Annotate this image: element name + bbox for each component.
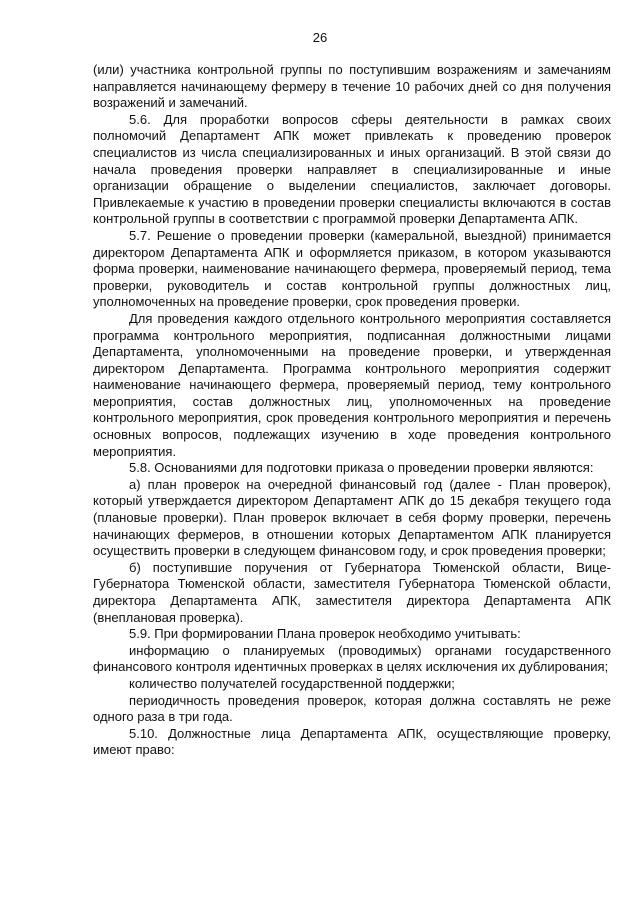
paragraph: 5.10. Должностные лица Департамента АПК, осуществляющие проверку, имеют право:: [93, 725, 611, 758]
document-body: [93, 62, 611, 759]
paragraph: периодичность проведения проверок, которая должна составлять не реже одного раза в три года.: [93, 692, 611, 725]
paragraph: 5.7. Решение о проведении проверки (камеральной, выездной) принимается директором Департамента АПК и оформляется приказом, в котором указываются форма проверки, наименование начинающего фермера, проверяемый период, тема проверки, руководитель и состав контрольной группы должностных лиц, уполномоченных на проведение проверки, срок проведения проверки.: [93, 227, 611, 310]
paragraph: количество получателей государственной поддержки;: [129, 675, 455, 691]
paragraph: 5.6. Для проработки вопросов сферы деятельности в рамках своих полномочий Департамент АПК может привлекать к проведению проверок специалистов из числа специализированных и иных организаций. В этой связи до начала проведения проверки направляет в специализированные и иные организации обращение о выделении специалистов, заключает договоры. Привлекаемые к участию в проведении проверки специалисты включаются в состав контрольной группы в соответствии с программой проверки Департамента АПК.: [93, 111, 611, 227]
paragraph: б) поступившие поручения от Губернатора Тюменской области, Вице-Губернатора Тюменской области, заместителя Губернатора Тюменской области, директора Департамента АПК, заместителя директора Департамента АПК (внеплановая проверка).: [93, 559, 611, 625]
paragraph: информацию о планируемых (проводимых) органами государственного финансового контроля идентичных проверках в целях исключения их дублирования;: [93, 642, 611, 675]
paragraph: (или) участника контрольной группы по поступившим возражениям и замечаниям направляется начинающему фермеру в течение 10 рабочих дней со дня получения возражений и замечаний.: [93, 62, 611, 111]
paragraph: Для проведения каждого отдельного контрольного мероприятия составляется программа контрольного мероприятия, подписанная должностными лицами Департамента, уполномоченными на проведение проверки, и утвержденная директором Департамента. Программа контрольного мероприятия содержит наименование начинающего фермера, проверяемый период, тему контрольного мероприятия, состав должностных лиц, уполномоченных на проведение контрольного мероприятия, срок проведения контрольного мероприятия и перечень основных вопросов, подлежащих изучению в ходе проведения контрольного мероприятия.: [93, 310, 611, 459]
page-number: 26: [312, 30, 328, 45]
paragraph: а) план проверок на очередной финансовый год (далее - План проверок), который утверждается директором Департамент АПК до 15 декабря текущего года (плановые проверки). План проверок включает в себя форму проверки, перечень начинающих фермеров, в отношении которых Департаментом АПК планируется осуществить проверки в следующем финансовом году, и срок проведения проверки;: [93, 476, 611, 559]
paragraph: 5.8. Основаниями для подготовки приказа о проведении проверки являются:: [129, 460, 594, 476]
paragraph: 5.9. При формировании Плана проверок необходимо учитывать:: [129, 626, 521, 642]
